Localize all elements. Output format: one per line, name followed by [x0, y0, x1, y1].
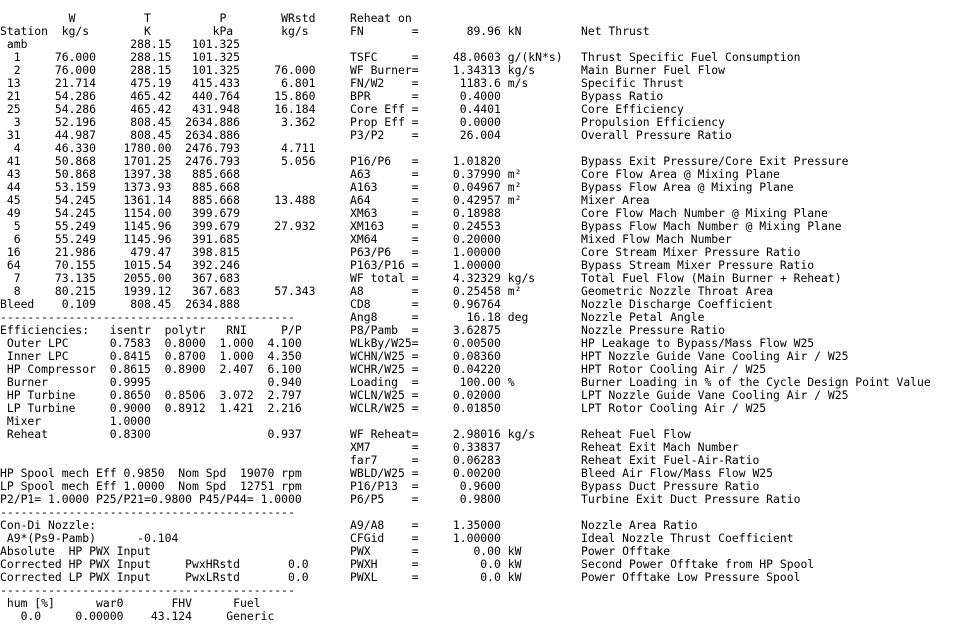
value-line: FN/W2 = 1183.6 m/s	[350, 76, 529, 90]
performance-values-column	[350, 12, 563, 584]
description-line: Core Efficiency	[581, 102, 684, 116]
station-table-line: amb 288.15 101.325	[0, 37, 241, 51]
description-line: Reheat Exit Mach Number	[581, 440, 739, 454]
station-table-line: HP Spool mech Eff 0.9850 Nom Spd 19070 rpm	[0, 466, 302, 480]
value-line: P8/Pamb = 3.62875	[350, 323, 501, 337]
station-table-line: 2 76.000 288.15 101.325 76.000	[0, 63, 316, 77]
value-line: WCHR/W25 = 0.04220	[350, 362, 501, 376]
value-line: Ang8 = 16.18 deg	[350, 310, 529, 324]
value-line: Prop Eff = 0.0000	[350, 115, 501, 129]
station-table-line: Outer LPC 0.7583 0.8000 1.000 4.100	[0, 336, 302, 350]
description-line: Burner Loading in % of the Cycle Design Point Value	[581, 375, 931, 389]
station-table-line: Inner LPC 0.8415 0.8700 1.000 4.350	[0, 349, 302, 363]
description-line: Bypass Ratio	[581, 89, 664, 103]
value-line: BPR = 0.4000	[350, 89, 501, 103]
value-line: XM63 = 0.18988	[350, 206, 501, 220]
description-line: Thrust Specific Fuel Consumption	[581, 50, 801, 64]
value-line: A63 = 0.37990 m²	[350, 167, 522, 181]
station-table-line: 7 73.135 2055.00 367.683	[0, 271, 241, 285]
value-line: WCLR/W25 = 0.01850	[350, 401, 501, 415]
value-line: PWXL = 0.0 kW	[350, 570, 522, 584]
description-line: Nozzle Pressure Ratio	[581, 323, 726, 337]
value-line: PWX = 0.00 kW	[350, 544, 522, 558]
station-table-line: -------------------------------------------	[0, 505, 295, 519]
value-line: XM7 = 0.33837	[350, 440, 501, 454]
value-line: A9/A8 = 1.35000	[350, 518, 501, 532]
value-line: CD8 = 0.96764	[350, 297, 501, 311]
station-table-line: 5 55.249 1145.96 399.679 27.932	[0, 219, 316, 233]
station-table-line: P2/P1= 1.0000 P25/P21=0.9800 P45/P44= 1.0000	[0, 492, 302, 506]
station-table-line: 6 55.249 1145.96 391.685	[0, 232, 241, 246]
description-line: Net Thrust	[581, 24, 650, 38]
description-line: Reheat Exit Fuel-Air-Ratio	[581, 453, 760, 467]
description-line: Bleed Air Flow/Mass Flow W25	[581, 466, 774, 480]
station-table-line: 49 54.245 1154.00 399.679	[0, 206, 241, 220]
value-line: WLkBy/W25= 0.00500	[350, 336, 501, 350]
description-line: Geometric Nozzle Throat Area	[581, 284, 774, 298]
value-line: WCLN/W25 = 0.02000	[350, 388, 501, 402]
description-line: Power Offtake	[581, 544, 671, 558]
station-table-line: 45 54.245 1361.14 885.668 13.488	[0, 193, 316, 207]
station-and-efficiency-table	[0, 12, 315, 623]
station-table-line: HP Turbine 0.8650 0.8506 3.072 2.797	[0, 388, 302, 402]
value-line: A163 = 0.04967 m²	[350, 180, 522, 194]
description-line: HPT Nozzle Guide Vane Cooling Air / W25	[581, 349, 849, 363]
station-table-line: 0.0 0.00000 43.124 Generic	[0, 609, 275, 623]
station-table-line: Burner 0.9995 0.940	[0, 375, 302, 389]
station-table-line: 3 52.196 808.45 2634.886 3.362	[0, 115, 316, 129]
station-table-line: Absolute HP PWX Input	[0, 544, 151, 558]
description-line: Core Flow Area @ Mixing Plane	[581, 167, 780, 181]
station-table-line: 44 53.159 1373.93 885.668	[0, 180, 241, 194]
station-table-line: hum [%] war0 FHV Fuel	[0, 596, 261, 610]
value-line: FN = 89.96 kN	[350, 24, 522, 38]
station-table-line: Station kg/s K kPa kg/s	[0, 24, 309, 38]
station-table-line: Bleed 0.109 808.45 2634.888	[0, 297, 241, 311]
station-table-line: 21 54.286 465.42 440.764 15.860	[0, 89, 316, 103]
description-line: Bypass Flow Area @ Mixing Plane	[581, 180, 794, 194]
value-line: P163/P16 = 1.00000	[350, 258, 501, 272]
station-table-line: 43 50.868 1397.38 885.668	[0, 167, 241, 181]
value-line: P16/P6 = 1.01820	[350, 154, 501, 168]
value-line: Reheat on	[350, 11, 412, 25]
station-table-line: 31 44.987 808.45 2634.886	[0, 128, 241, 142]
description-line: Main Burner Fuel Flow	[581, 63, 726, 77]
description-line: HP Leakage to Bypass/Mass Flow W25	[581, 336, 815, 350]
station-table-line: 4 46.330 1780.00 2476.793 4.711	[0, 141, 316, 155]
station-table-line: LP Turbine 0.9000 0.8912 1.421 2.216	[0, 401, 302, 415]
description-line: Bypass Exit Pressure/Core Exit Pressure	[581, 154, 849, 168]
description-line: HPT Rotor Cooling Air / W25	[581, 362, 767, 376]
description-line: Specific Thrust	[581, 76, 684, 90]
description-line: LPT Nozzle Guide Vane Cooling Air / W25	[581, 388, 849, 402]
station-table-line	[0, 441, 315, 454]
value-line: A8 = 0.25458 m²	[350, 284, 522, 298]
value-line: Core Eff = 0.4401	[350, 102, 501, 116]
station-table-line: 13 21.714 475.19 415.433 6.801	[0, 76, 316, 90]
station-table-line: 25 54.286 465.42 431.948 16.184	[0, 102, 316, 116]
station-table-line: Reheat 0.8300 0.937	[0, 427, 302, 441]
value-line: WF total = 4.32329 kg/s	[350, 271, 536, 285]
description-line: Core Stream Mixer Pressure Ratio	[581, 245, 801, 259]
performance-descriptions-column	[581, 12, 931, 584]
description-line: Turbine Exit Duct Pressure Ratio	[581, 492, 801, 506]
value-line: P6/P5 = 0.9800	[350, 492, 501, 506]
description-line: Total Fuel Flow (Main Burner + Reheat)	[581, 271, 842, 285]
description-line: Mixed Flow Mach Number	[581, 232, 732, 246]
description-line: Reheat Fuel Flow	[581, 427, 691, 441]
value-line: TSFC = 48.0603 g/(kN*s)	[350, 50, 563, 64]
value-line: Loading = 100.00 %	[350, 375, 515, 389]
description-line: Second Power Offtake from HP Spool	[581, 557, 815, 571]
value-line: CFGid = 1.00000	[350, 531, 501, 545]
station-table-line: 16 21.986 479.47 398.815	[0, 245, 241, 259]
description-line: Bypass Flow Mach Number @ Mixing Plane	[581, 219, 842, 233]
value-line: A64 = 0.42957 m²	[350, 193, 522, 207]
description-line: Bypass Duct Pressure Ratio	[581, 479, 760, 493]
station-table-line: Corrected LP PWX Input PwxLRstd 0.0	[0, 570, 309, 584]
station-table-line: W T P WRstd	[0, 11, 316, 25]
description-line: Mixer Area	[581, 193, 650, 207]
station-table-line: Con-Di Nozzle:	[0, 518, 97, 532]
description-line: Nozzle Petal Angle	[581, 310, 705, 324]
description-line: Core Flow Mach Number @ Mixing Plane	[581, 206, 828, 220]
description-line: Nozzle Area Ratio	[581, 518, 698, 532]
station-table-line: Corrected HP PWX Input PwxHRstd 0.0	[0, 557, 309, 571]
station-table-line: LP Spool mech Eff 1.0000 Nom Spd 12751 rpm	[0, 479, 302, 493]
station-table-line: 64 70.155 1015.54 392.246	[0, 258, 241, 272]
station-table-line: Mixer 1.0000	[0, 414, 151, 428]
station-table-line: A9*(Ps9-Pamb) -0.104	[0, 531, 179, 545]
description-line: Power Offtake Low Pressure Spool	[581, 570, 801, 584]
station-table-line: -------------------------------------------	[0, 583, 295, 597]
description-line: Ideal Nozzle Thrust Coefficient	[581, 531, 794, 545]
value-line: WF Reheat= 2.98016 kg/s	[350, 427, 536, 441]
value-line: far7 = 0.06283	[350, 453, 501, 467]
value-line: P63/P6 = 1.00000	[350, 245, 501, 259]
value-line: P16/P13 = 0.9600	[350, 479, 501, 493]
station-table-line: 1 76.000 288.15 101.325	[0, 50, 241, 64]
value-line: P3/P2 = 26.004	[350, 128, 501, 142]
station-table-line: 8 80.215 1939.12 367.683 57.343	[0, 284, 316, 298]
description-line: LPT Rotor Cooling Air / W25	[581, 401, 767, 415]
value-line: XM64 = 0.20000	[350, 232, 501, 246]
value-line: WF Burner= 1.34313 kg/s	[350, 63, 536, 77]
station-table-line: 41 50.868 1701.25 2476.793 5.056	[0, 154, 316, 168]
description-line: Nozzle Discharge Coefficient	[581, 297, 774, 311]
value-line: WBLD/W25 = 0.00200	[350, 466, 501, 480]
station-table-line: Efficiencies: isentr polytr RNI P/P	[0, 323, 302, 337]
value-line: PWXH = 0.0 kW	[350, 557, 522, 571]
description-line: Overall Pressure Ratio	[581, 128, 732, 142]
description-line: Propulsion Efficiency	[581, 115, 726, 129]
value-line: WCHN/W25 = 0.08360	[350, 349, 501, 363]
station-table-line: -------------------------------------------	[0, 310, 295, 324]
value-line: XM163 = 0.24553	[350, 219, 501, 233]
description-line: Bypass Stream Mixer Pressure Ratio	[581, 258, 815, 272]
station-table-line: HP Compressor 0.8615 0.8900 2.407 6.100	[0, 362, 302, 376]
